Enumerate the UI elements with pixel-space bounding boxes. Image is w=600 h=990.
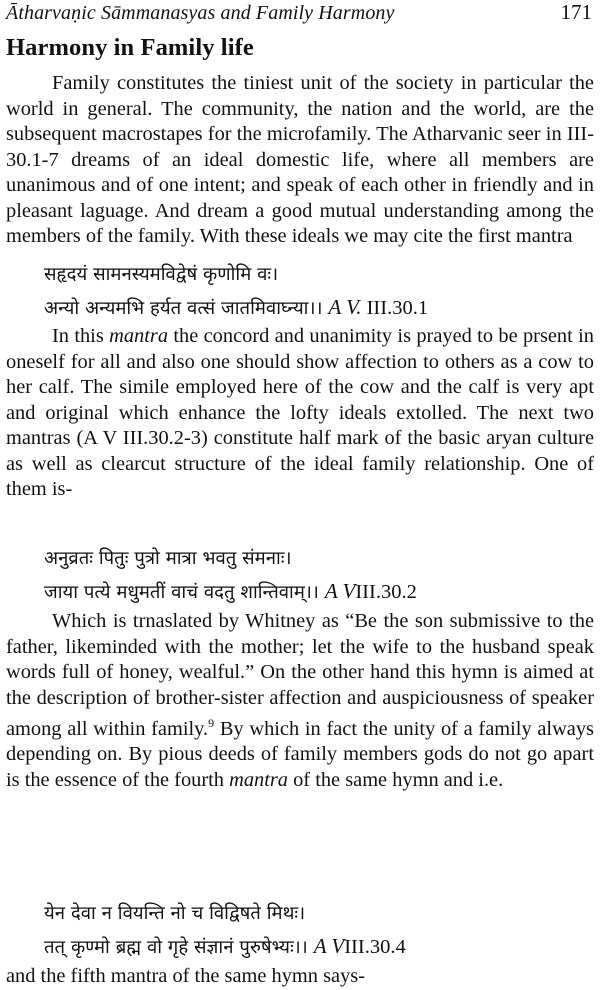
sanskrit-verse-3a: येन देवा न वियन्ति नो च विद्विषते मिथः। [44, 903, 306, 924]
verse-3-reference: III.30.4 [344, 936, 406, 958]
verse-1-reference: III.30.1 [361, 297, 429, 319]
paragraph-intro: Family constitutes the tiniest unit of the society in particular the world in general. The community, the nation and the world, are the subsequent macrostapes for the microfamily. The Atharvanic seer in III-30.1-7 dreams of an ideal domestic life, where all members are unanimous and of one intent; and speak of each other in friendly and in pleasant laguage. And dream a good mutual understanding among the members of the family. With these ideals we may cite the first mantra [6, 72, 594, 247]
sanskrit-verse-3b [44, 931, 596, 963]
sanskrit-verse-2a: अनुव्रतः पितुः पुत्रो मात्रा भवतु संमनाः। [44, 548, 292, 569]
paragraph-whitney-translation [6, 609, 594, 793]
p3-text-start: Which is trnaslated by Whitney as “Be the son submissive to the father, likeminded with the mother; let the wife to the husband speak words full of honey, wealful.” On the other hand this hymn is aimed at the description of brother-sister affection and auspiciousness of speaker among all within family. [6, 610, 594, 740]
footnote-marker[interactable]: 9 [208, 716, 215, 730]
p3-text-end: of the same hymn and i.e. [288, 768, 504, 791]
sanskrit-verse-2b-text: जाया पत्ये मधुमतीं वाचं वदतु शान्तिवाम्।। [44, 582, 319, 603]
running-title: Ātharvaṇic Sāmmanasyas and Family Harmony [6, 2, 395, 24]
sanskrit-verse-3b-text: तत् कृण्मो ब्रह्म वो गृहे संज्ञानं पुरुषेभ्यः।। [44, 937, 308, 958]
section-heading: Harmony in Family life [6, 34, 254, 61]
p3-italic-term: mantra [229, 768, 289, 791]
sanskrit-verse-1b [44, 292, 596, 324]
page-number: 171 [560, 0, 592, 24]
paragraph-fifth-mantra-intro: and the fifth mantra of the same hymn says- [6, 965, 365, 987]
verse-1-reference-italic: A V. [328, 295, 362, 319]
sanskrit-verse-2b [44, 576, 596, 608]
running-header [6, 0, 592, 28]
verse-2-reference: III.30.2 [355, 581, 417, 603]
verse-2-reference-italic: A V [324, 579, 356, 603]
p3-text-middle: By which in fact the unity of a family always depending on. By pious deeds of family members gods do not go apart is the essence of the fourth [6, 717, 594, 791]
p2-text-start: In this [52, 325, 110, 347]
paragraph-mantra-commentary [6, 324, 594, 503]
sanskrit-verse-1a: सहृदयं सामनस्यमविद्वेषं कृणोमि वः। [44, 264, 279, 285]
sanskrit-verse-1b-text: अन्यो अन्यमभि हर्यत वत्सं जातमिवाघ्न्या।। [44, 298, 323, 319]
p2-italic-term: mantra [109, 325, 169, 347]
p2-text-rest: the concord and unanimity is prayed to be prsent in oneself for all and also one should show affection to others as a cow to her calf. The simile employed here of the cow and the calf is very apt and original which enhance the lofty ideals extolled. The next two mantras (A V III.30.2-3) constitute half mark of the basic aryan culture as well as clearcut structure of the ideal family relationship. One of them is- [6, 325, 594, 500]
verse-3-reference-italic: A V [313, 934, 345, 958]
